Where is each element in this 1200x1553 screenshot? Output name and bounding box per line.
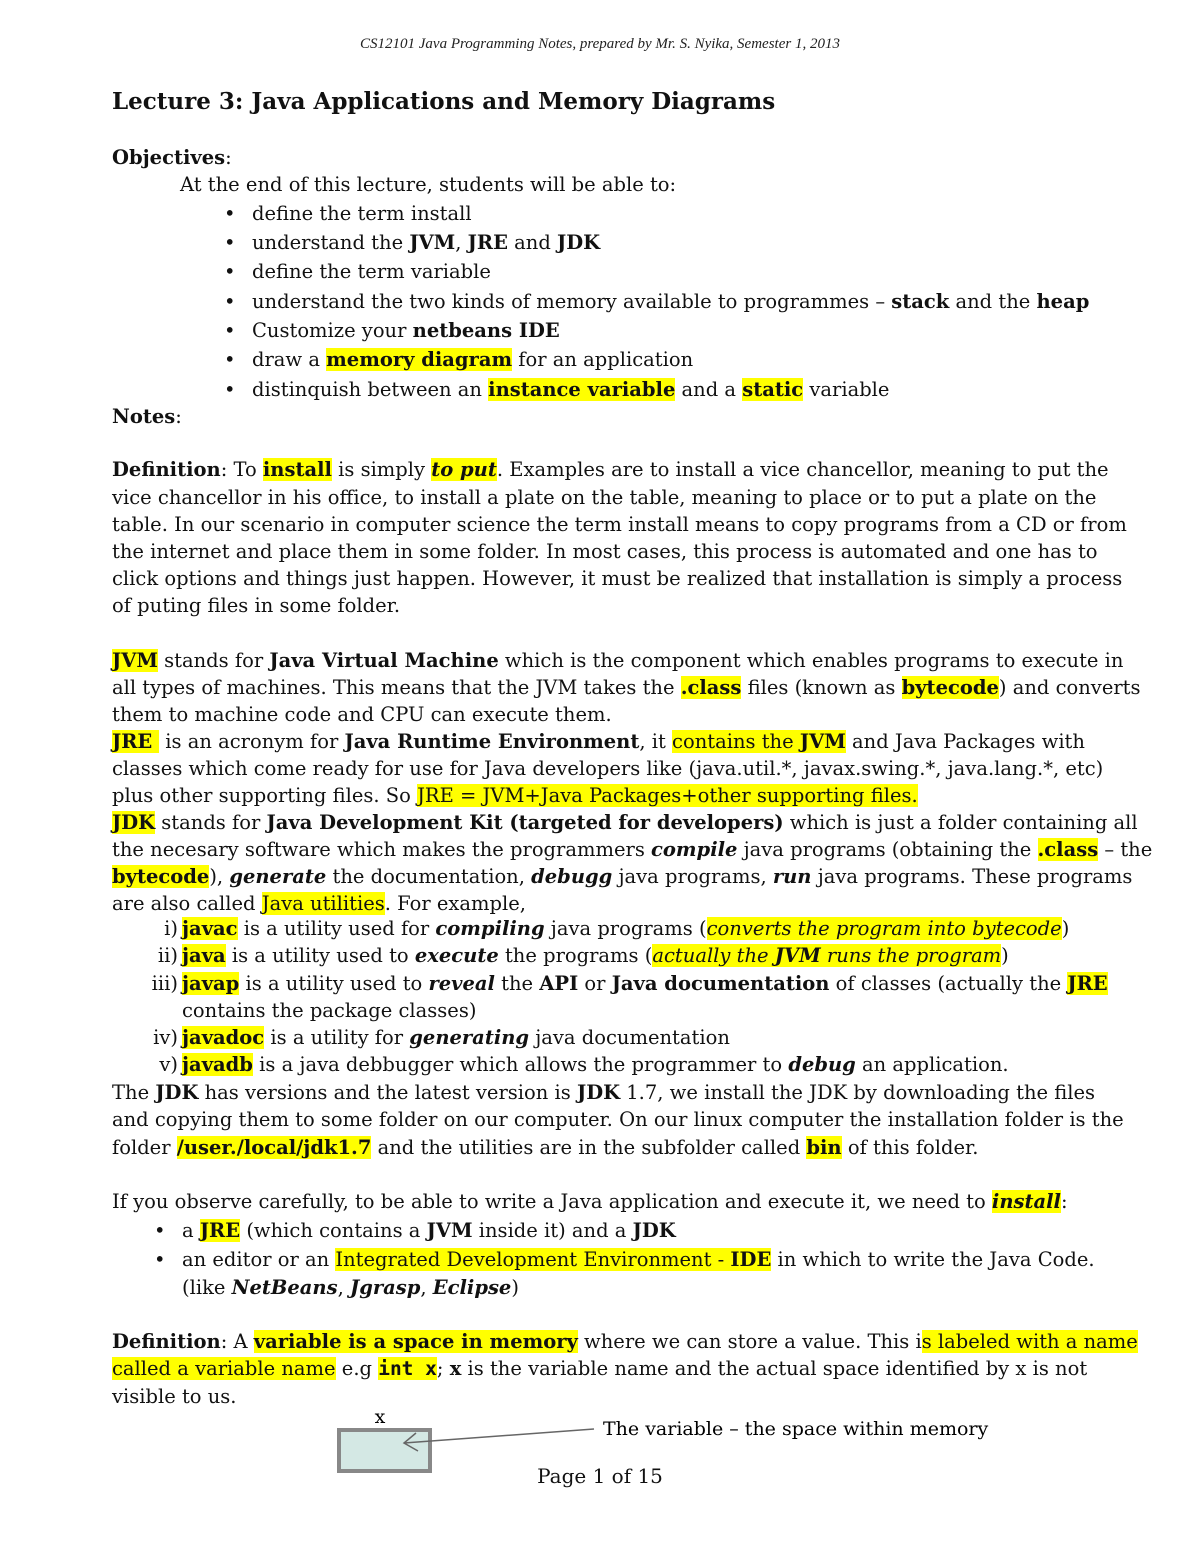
objective-item: • understand the JVM, JRE and JDK	[224, 231, 601, 254]
paragraph-line: vice chancellor in his office, to install a plate on the table, meaning to place or to put a plate on the	[112, 486, 1097, 509]
paragraph-line: are also called Java utilities. For example,	[112, 892, 526, 915]
utility-item: v) javadb is a java debbugger which allows the programmer to debug an application.	[159, 1053, 1009, 1076]
paragraph-line: called a variable name e.g int x; x is the variable name and the actual space identified by x is not	[112, 1357, 1088, 1380]
variable-label: x	[374, 1406, 386, 1428]
paragraph-line: JVM stands for Java Virtual Machine which is the component which enables programs to execute in	[112, 649, 1124, 672]
paragraph-line: Definition: A variable is a space in memory where we can store a value. This is labeled with a name	[112, 1330, 1138, 1353]
running-header: CS12101 Java Programming Notes, prepared by Mr. S. Nyika, Semester 1, 2013	[360, 36, 840, 52]
objective-item: • define the term variable	[224, 260, 491, 283]
paragraph-line: them to machine code and CPU can execute them.	[112, 703, 612, 726]
paragraph-line: plus other supporting files. So JRE = JVM+Java Packages+other supporting files.	[112, 784, 918, 807]
paragraph-line: click options and things just happen. However, it must be realized that installation is simply a process	[112, 567, 1123, 590]
lecture-title: Lecture 3: Java Applications and Memory Diagrams	[112, 88, 776, 115]
paragraph-line: the internet and place them in some folder. In most cases, this process is automated and one has to	[112, 540, 1098, 563]
page-number: Page 1 of 15	[537, 1464, 663, 1488]
paragraph-line: and copying them to some folder on our computer. On our linux computer the installation folder is the	[112, 1108, 1124, 1131]
utility-item: i) javac is a utility used for compiling java programs (converts the program into bytecode)	[164, 917, 1070, 940]
requirement-item: • a JRE (which contains a JVM inside it) and a JDK	[154, 1219, 676, 1242]
paragraph-line: of puting files in some folder.	[112, 594, 401, 617]
paragraph-line: all types of machines. This means that the JVM takes the .class files (known as bytecode) and converts	[112, 676, 1141, 699]
requirement-item: (like NetBeans, Jgrasp, Eclipse)	[182, 1276, 519, 1299]
paragraph-line: The JDK has versions and the latest version is JDK 1.7, we install the JDK by downloading the files	[112, 1081, 1096, 1104]
utility-item: ii) java is a utility used to execute the programs (actually the JVM runs the program)	[157, 944, 1009, 967]
objective-item: • Customize your netbeans IDE	[224, 319, 560, 342]
paragraph-line: JDK stands for Java Development Kit (targeted for developers) which is just a folder containing all	[112, 811, 1138, 834]
paragraph-line: bytecode), generate the documentation, debugg java programs, run java programs. These programs	[112, 865, 1133, 888]
paragraph-line: the necesary software which makes the programmers compile java programs (obtaining the .class – the	[112, 838, 1153, 861]
pointer-arrow	[404, 1429, 594, 1443]
objective-item: • distinquish between an instance variable and a static variable	[224, 378, 890, 401]
paragraph-line: classes which come ready for use for Java developers like (java.util.*, javax.swing.*, java.lang.*, etc)	[112, 757, 1104, 780]
paragraph-line: If you observe carefully, to be able to write a Java application and execute it, we need to install:	[112, 1190, 1068, 1213]
objectives-heading: Objectives:	[112, 146, 232, 169]
utility-item: contains the package classes)	[182, 999, 477, 1022]
utility-item: iii) javap is a utility used to reveal the API or Java documentation of classes (actually the JRE	[151, 972, 1108, 995]
paragraph-line: table. In our scenario in computer science the term install means to copy programs from a CD or from	[112, 513, 1127, 536]
diagram-caption: The variable – the space within memory	[603, 1418, 989, 1440]
paragraph-line: visible to us.	[112, 1385, 237, 1408]
objective-item: • understand the two kinds of memory available to programmes – stack and the heap	[224, 290, 1090, 313]
objective-item: • define the term install	[224, 202, 472, 225]
objective-item: • draw a memory diagram for an application	[224, 348, 694, 371]
utility-item: iv) javadoc is a utility for generating java documentation	[153, 1026, 730, 1049]
paragraph-line: Definition: To install is simply to put. Examples are to install a vice chancellor, meaning to put the	[112, 458, 1109, 481]
objectives-intro: At the end of this lecture, students will be able to:	[180, 173, 677, 196]
paragraph-line: folder /user./local/jdk1.7 and the utilities are in the subfolder called bin of this folder.	[112, 1136, 979, 1159]
notes-heading: Notes:	[112, 405, 182, 428]
paragraph-line: JRE is an acronym for Java Runtime Environment, it contains the JVM and Java Packages with	[112, 730, 1085, 753]
requirement-item: • an editor or an Integrated Development Environment - IDE in which to write the Java Code.	[154, 1248, 1095, 1271]
